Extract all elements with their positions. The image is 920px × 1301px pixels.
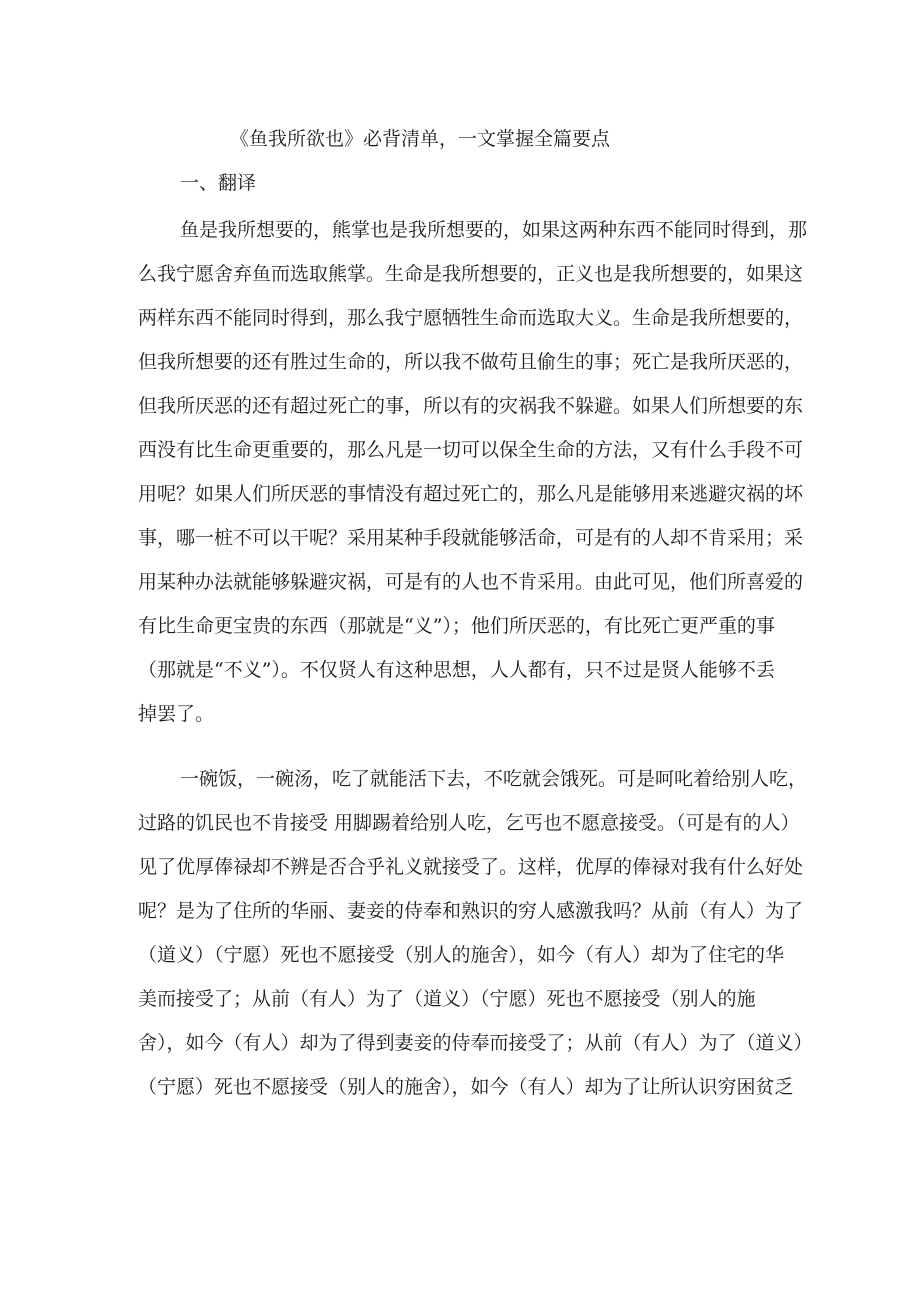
paragraph-line: 呢？是为了住所的华丽、妻妾的侍奉和熟识的穷人感激我吗？从前（有人）为了: [138, 900, 804, 922]
paragraph-line: 鱼是我所想要的，熊掌也是我所想要的，如果这两种东西不能同时得到，那: [180, 219, 808, 241]
section-heading-translation: 一、翻译: [180, 172, 257, 194]
paragraph-line: 见了优厚俸禄却不辨是否合乎礼义就接受了。这样，优厚的俸禄对我有什么好处: [138, 856, 804, 878]
paragraph-line: 么我宁愿舍弃鱼而选取熊掌。生命是我所想要的，正义也是我所想要的，如果这: [138, 263, 804, 285]
paragraph-line: 西没有比生命更重要的，那么凡是一切可以保全生命的方法，又有什么手段不可: [138, 439, 804, 461]
paragraph-line: 掉罢了。: [138, 703, 215, 725]
paragraph-line: 但我所想要的还有胜过生命的，所以我不做苟且偷生的事；死亡是我所厌恶的，: [138, 351, 804, 373]
paragraph-line: 用某种办法就能够躲避灾祸，可是有的人也不肯采用。由此可见，他们所喜爱的: [138, 571, 804, 593]
paragraph-line: 美而接受了；从前（有人）为了（道义）（宁愿）死也不愿接受（别人的施: [138, 988, 756, 1010]
paragraph-line: 有比生命更宝贵的东西（那就是“义”）；他们所厌恶的，有比死亡更严重的事: [138, 615, 775, 637]
paragraph-line: （道义）（宁愿）死也不愿接受（别人的施舍），如今（有人）却为了住宅的华: [138, 944, 785, 966]
paragraph-line: 但我所厌恶的还有超过死亡的事，所以有的灾祸我不躲避。如果人们所想要的东: [138, 395, 804, 417]
paragraph-line: 事，哪一桩不可以干呢？采用某种手段就能够活命，可是有的人却不肯采用；采: [138, 527, 804, 549]
document-title: 《鱼我所欲也》必背清单，一文掌握全篇要点: [230, 128, 611, 150]
paragraph-line: （那就是“不义”）。不仅贤人有这种思想，人人都有，只不过是贤人能够不丢: [138, 659, 775, 681]
paragraph-line: 过路的饥民也不肯接受 用脚踢着给别人吃，乞丐也不愿意接受。（可是有的人）: [138, 812, 800, 834]
paragraph-line: 两样东西不能同时得到，那么我宁愿牺牲生命而选取大义。生命是我所想要的，: [138, 307, 804, 329]
paragraph-line: 用呢？如果人们所厌恶的事情没有超过死亡的，那么凡是能够用来逃避灾祸的坏: [138, 483, 804, 505]
paragraph-line: 一碗饭，一碗汤，吃了就能活下去，不吃就会饿死。可是呵叱着给别人吃，: [180, 768, 808, 790]
paragraph-line: 舍），如今（有人）却为了得到妻妾的侍奉而接受了；从前（有人）为了（道义）: [138, 1032, 813, 1054]
paragraph-line: （宁愿）死也不愿接受（别人的施舍），如今（有人）却为了让所认识穷困贫乏: [138, 1076, 794, 1098]
